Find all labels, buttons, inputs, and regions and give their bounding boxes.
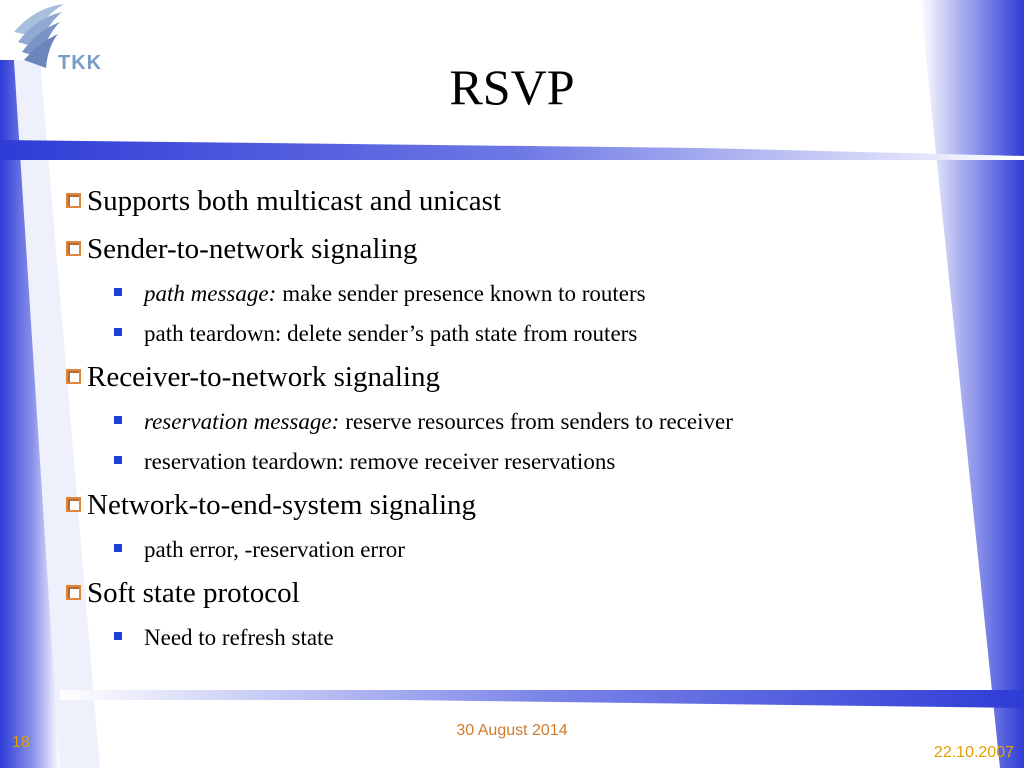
slide-title: RSVP (449, 59, 575, 115)
square-bullet-icon (114, 544, 122, 552)
bullet-item (62, 488, 942, 522)
sub-bullet-text: reserve resources from senders to receiver (345, 409, 733, 434)
sub-bullet-item (114, 624, 942, 652)
bullet-text: Network-to-end-system signaling (87, 488, 477, 521)
bullet-text: Sender-to-network signaling (87, 232, 418, 265)
sub-bullet-item (114, 280, 942, 308)
square-bullet-icon (114, 288, 122, 296)
bullet-item (62, 360, 942, 394)
square-bullet-icon (114, 456, 122, 464)
bullet-text: Receiver-to-network signaling (87, 360, 440, 393)
sub-bullet-text: path error, -reservation error (144, 537, 405, 562)
checkbox-bullet-icon (66, 497, 81, 512)
bullet-text: Supports both multicast and unicast (87, 184, 502, 217)
square-bullet-icon (114, 632, 122, 640)
sub-bullet-item (114, 448, 942, 476)
sub-bullet-text: path teardown: delete sender’s path state from routers (144, 321, 638, 346)
sub-bullet-item (114, 536, 942, 564)
sub-bullet-text: Need to refresh state (144, 625, 334, 650)
bullet-item (62, 232, 942, 266)
checkbox-bullet-icon (66, 241, 81, 256)
logo-text: TKK (58, 52, 103, 74)
sub-bullet-item (114, 408, 942, 436)
checkbox-bullet-icon (66, 369, 81, 384)
sub-bullet-text: reservation teardown: remove receiver reservations (144, 449, 616, 474)
square-bullet-icon (114, 328, 122, 336)
sub-bullet-text: make sender presence known to routers (282, 281, 646, 306)
sub-bullet-item (114, 320, 942, 348)
footer-date: 30 August 2014 (456, 722, 568, 739)
sub-bullet-emphasis: path message: (144, 281, 277, 306)
page-number: 18 (12, 734, 30, 751)
bullet-text: Soft state protocol (87, 576, 300, 609)
bullet-item (62, 184, 942, 218)
checkbox-bullet-icon (66, 193, 81, 208)
sub-bullet-emphasis: reservation message: (144, 409, 340, 434)
checkbox-bullet-icon (66, 585, 81, 600)
square-bullet-icon (114, 416, 122, 424)
footer-right-date: 22.10.2007 (933, 744, 1014, 761)
bullet-item (62, 576, 942, 610)
bullet-list (62, 184, 942, 664)
